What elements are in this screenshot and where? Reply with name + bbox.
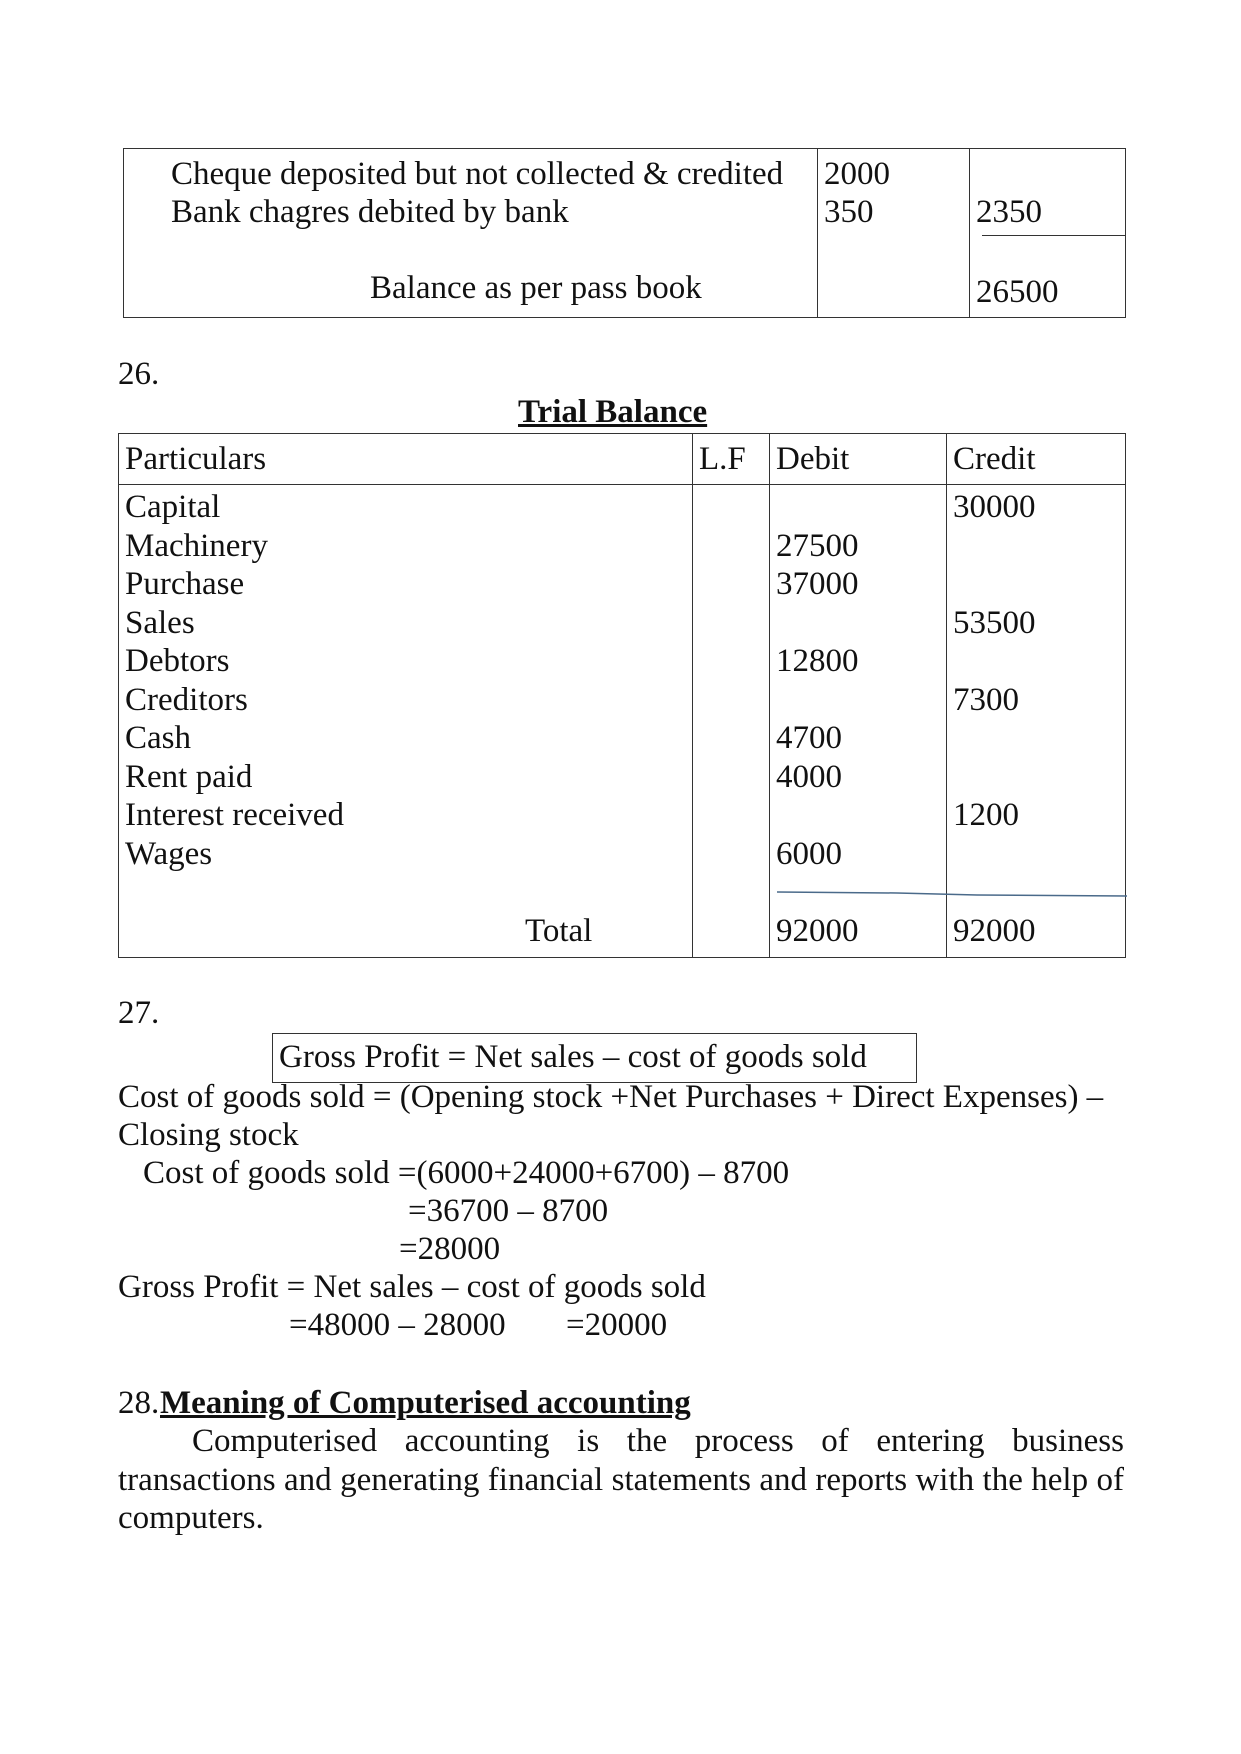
question-number: 26.	[118, 356, 160, 392]
table-row-credit	[953, 758, 1036, 797]
gross-profit-line: Gross Profit = Net sales – cost of goods sold	[118, 1269, 706, 1305]
header-debit: Debit	[776, 441, 850, 477]
header-lf: L.F	[699, 441, 746, 477]
subtotal-underline	[982, 235, 1126, 236]
trial-balance-table	[118, 433, 1126, 958]
calculation-line: Cost of goods sold =(6000+24000+6700) – 8700	[143, 1155, 790, 1191]
recon-row-amount: 2000	[824, 156, 890, 192]
table-row-debit: 37000	[776, 566, 859, 602]
recon-row-total: 2350	[976, 194, 1042, 230]
particulars-column	[125, 488, 344, 873]
balance-label: Balance as per pass book	[370, 270, 702, 306]
header-particulars: Particulars	[125, 441, 267, 477]
table-row-credit: 53500	[953, 604, 1036, 641]
table-row-particulars: Sales	[125, 604, 195, 641]
recon-row-amount: 350	[824, 194, 874, 230]
table-row-debit: 4700	[776, 720, 842, 756]
credit-column	[953, 488, 1036, 873]
header-divider	[119, 484, 1125, 485]
debit-column	[776, 488, 859, 873]
cogs-formula-line: Closing stock	[118, 1117, 299, 1153]
total-credit: 92000	[953, 913, 1036, 949]
total-label: Total	[525, 913, 593, 949]
formula-box	[272, 1033, 917, 1083]
section-heading: Meaning of Computerised accounting	[160, 1385, 691, 1421]
column-divider	[946, 434, 947, 957]
balance-value: 26500	[976, 274, 1059, 310]
table-row-debit: 27500	[776, 527, 859, 564]
table-row-debit	[776, 604, 859, 643]
calculation-line: =36700 – 8700	[408, 1193, 609, 1229]
trial-balance-title: Trial Balance	[518, 394, 708, 430]
table-row-particulars: Wages	[125, 835, 213, 872]
table-row-debit	[776, 681, 859, 720]
table-row-particulars: Purchase	[125, 566, 245, 602]
table-row-credit	[953, 527, 1036, 566]
table-row-particulars: Interest received	[125, 797, 344, 833]
question-number: 28.	[118, 1385, 160, 1421]
table-row-debit: 4000	[776, 758, 842, 795]
question-number: 27.	[118, 995, 160, 1031]
table-row-debit	[776, 796, 859, 835]
table-row-credit	[953, 642, 1036, 681]
gross-profit-calc: =48000 – 28000	[289, 1307, 506, 1343]
table-row-particulars: Rent paid	[125, 758, 253, 795]
formula-box-text: Gross Profit = Net sales – cost of goods sold	[279, 1039, 867, 1075]
total-underline	[777, 890, 1127, 900]
table-row-particulars: Debtors	[125, 643, 230, 679]
table-row-debit	[776, 488, 859, 527]
table-row-credit: 1200	[953, 797, 1019, 833]
total-debit: 92000	[776, 913, 859, 949]
table-row-debit: 12800	[776, 643, 859, 679]
definition-paragraph	[118, 1422, 1124, 1538]
table-row-debit: 6000	[776, 835, 842, 872]
table-row-particulars: Capital	[125, 489, 221, 525]
table-row-credit	[953, 719, 1036, 758]
column-divider	[817, 149, 818, 317]
calculation-line: =28000	[399, 1231, 501, 1267]
table-row-particulars: Machinery	[125, 527, 268, 564]
reconciliation-table	[123, 148, 1126, 318]
table-row-particulars: Cash	[125, 720, 191, 756]
recon-row-label: Cheque deposited but not collected & credited	[171, 156, 784, 192]
column-divider	[769, 434, 770, 957]
column-divider	[692, 434, 693, 957]
recon-row-label: Bank chagres debited by bank	[171, 194, 569, 230]
column-divider	[969, 149, 970, 317]
table-row-credit: 7300	[953, 681, 1019, 718]
gross-profit-result: =20000	[566, 1307, 668, 1343]
cogs-formula-line: Cost of goods sold = (Opening stock +Net Purchases + Direct Expenses) –	[118, 1079, 1104, 1115]
table-row-particulars: Creditors	[125, 681, 248, 718]
definition-text: Computerised accounting is the process of entering business transactions and generating financial statements and reports with the help of computers.	[118, 1423, 1124, 1536]
table-row-credit	[953, 835, 1036, 874]
header-credit: Credit	[953, 441, 1036, 477]
table-row-credit	[953, 565, 1036, 604]
table-row-credit: 30000	[953, 489, 1036, 525]
